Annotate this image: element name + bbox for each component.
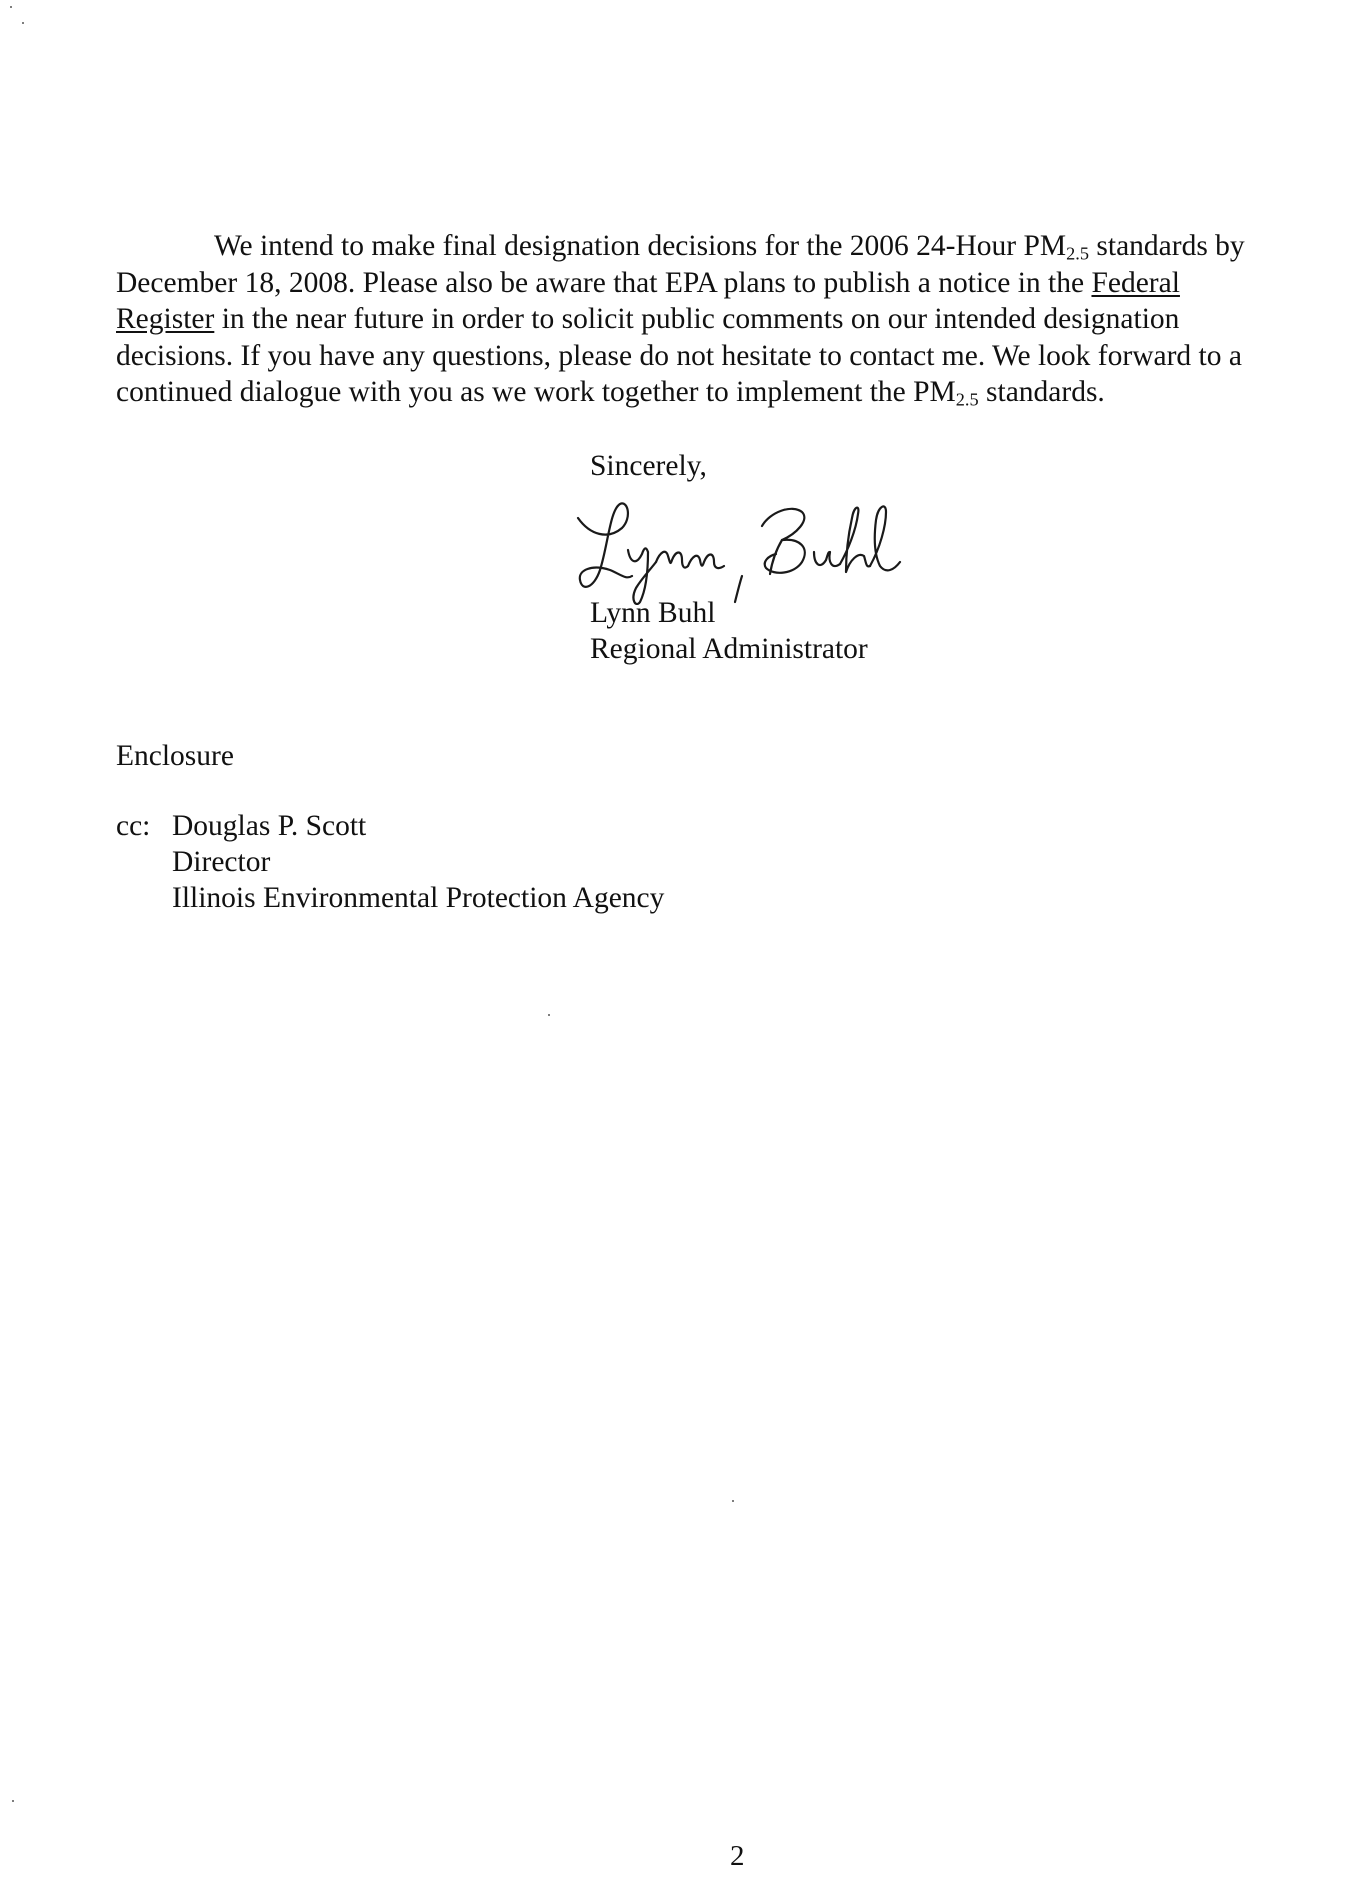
page-number: 2 — [730, 1840, 745, 1872]
subscript: 2.5 — [1066, 243, 1090, 264]
paragraph-line-2: December 18, 2008. Please also be aware that EPA plans to publish a notice in the Federal — [116, 266, 1180, 299]
body-paragraph — [116, 228, 1346, 411]
signature-block — [590, 595, 868, 667]
scan-speck — [22, 22, 24, 24]
scan-speck — [12, 1800, 14, 1802]
paragraph-line-4: decisions. If you have any questions, please do not hesitate to contact me. We look forward to a — [116, 339, 1242, 372]
scan-speck — [732, 1500, 734, 1502]
paragraph-line-5: continued dialogue with you as we work together to implement the $PM_{2.5}$ standards. — [116, 376, 1105, 410]
handwritten-signature — [570, 490, 940, 605]
enclosure-note: Enclosure — [116, 740, 234, 772]
federal-register-underline: Register — [116, 303, 215, 335]
cc-label: cc: — [116, 810, 151, 842]
paragraph-line-3: Register in the near future in order to solicit public comments on our intended designation — [116, 303, 1180, 335]
scan-speck — [548, 1014, 550, 1016]
paragraph-line-1: We intend to make final designation decisions for the 2006 24-Hour $PM_{2.5}$ standards by — [214, 230, 1245, 264]
cc-organization: Illinois Environmental Protection Agency — [172, 882, 665, 914]
cc-block — [116, 808, 664, 916]
federal-register-underline: Federal — [1091, 266, 1180, 299]
cc-title: Director — [172, 846, 271, 878]
signer-name: Lynn Buhl — [590, 597, 716, 629]
subscript: 2.5 — [955, 389, 979, 410]
cc-name: Douglas P. Scott — [172, 810, 367, 842]
closing: Sincerely, — [590, 450, 707, 482]
signer-title: Regional Administrator — [590, 633, 868, 665]
scan-speck — [10, 6, 12, 8]
cc-row — [116, 808, 664, 844]
